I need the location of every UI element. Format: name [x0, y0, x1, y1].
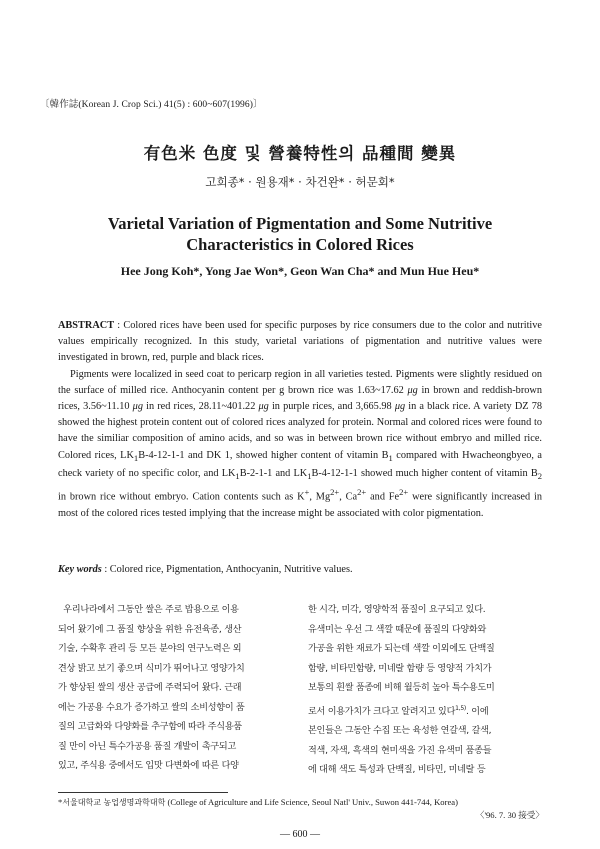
superscript-2plus-a: 2+ — [330, 487, 340, 498]
body-line-text: . 이에 — [466, 706, 489, 717]
page-number: — 600 — — [280, 829, 320, 840]
body-line: 우리나라에서 그동안 쌀은 주로 밥용으로 이용 — [58, 605, 239, 615]
unit-ug-3: μg — [258, 401, 269, 413]
footnote-marker: * — [58, 797, 63, 807]
abstract-p2-i: B-4-12-1-1 showed much higher content of vitamin B — [311, 467, 538, 479]
abstract-p2-h: B-2-1-1 and LK — [239, 467, 308, 479]
body-line: 질의 고급화와 다양화를 추구함에 따라 주식용품 — [58, 722, 242, 732]
citation-superscript: 1,5) — [455, 704, 467, 712]
body-line: 함량, 비타민함량, 미네랄 함량 등 영양적 가치가 — [308, 663, 492, 674]
body-column-right — [308, 601, 544, 781]
abstract-p2-j: in brown rice without embryo. Cation contents such as K — [58, 491, 305, 503]
authors-korean: 고희종* · 원용재* · 차건완* · 허문회* — [205, 175, 395, 189]
body-line: 가 향상된 쌀의 생산 공급에 주력되어 왔다. 근래 — [58, 683, 242, 693]
superscript-2plus-b: 2+ — [357, 487, 367, 498]
body-line: 적색, 자색, 흑색의 현미색을 가진 유색미 품종들 — [308, 745, 492, 756]
abstract-label: ABSTRACT — [58, 320, 115, 331]
body-column-left — [58, 601, 294, 777]
subscript-1c: 1 — [235, 470, 240, 481]
subscript-1d: 1 — [307, 470, 312, 481]
abstract-p2-g: compared with Hwacheongbyeo, a check variety of no specific color, and LK — [58, 449, 542, 479]
subscript-2: 2 — [537, 470, 542, 481]
authors-english: Hee Jong Koh*, Yong Jae Won*, Geon Wan Cha* and Mun Hue Heu* — [120, 264, 480, 278]
footnote-affiliation-en: (College of Agriculture and Life Science, Seoul Natl' Univ., Suwon 441-744, Korea) — [165, 797, 458, 807]
abstract-paragraph-2 — [58, 367, 542, 522]
body-line: 한 시각, 미각, 영양학적 품질이 요구되고 있다. — [308, 605, 486, 615]
abstract-p2-n: were significantly increased in most of the colored rices tested implying that the increase might be associated with color pigmentation. — [58, 491, 542, 519]
body-line — [308, 699, 544, 723]
body-line: 견상 밝고 보기 좋으며 식미가 뛰어나고 영양가치 — [58, 663, 245, 674]
title-english — [0, 213, 600, 255]
body-line: 유색미는 우선 그 색깔 때문에 품질의 다양화와 — [308, 624, 487, 635]
keywords: Key words : Colored rice, Pigmentation, Anthocyanin, Nutritive values. — [58, 564, 353, 575]
body-line: 가공을 위한 재료가 되는데 색깔 이외에도 단백질 — [308, 644, 495, 654]
title-korean: 有色米 色度 및 營養特性의 品種間 變異 — [143, 144, 457, 163]
body-line: 에 대해 색도 특성과 단백질, 비타민, 미네랄 등 — [308, 765, 486, 776]
unit-ug-2: μg — [132, 401, 143, 413]
abstract-p2-c: in red rices, 28.11~401.22 — [142, 401, 259, 413]
unit-ug-1: μg — [407, 384, 418, 396]
abstract-p2-e: in a black rice. A variety DZ 78 showed the highest protein content out of colored rices analyzed for protein. Normal and colored rices were found to have the similiar composition of amino acids, and so was in between brown rice without embryo and milled rice. Colored rices, LK — [58, 401, 542, 461]
body-line-text: 로서 이용가치가 크다고 알려지고 있다 — [308, 706, 456, 717]
superscript-2plus-c: 2+ — [399, 487, 409, 498]
title-english-line2: Characteristics in Colored Rices — [186, 235, 414, 254]
footnote-rule — [58, 792, 228, 793]
body-line: 본인들은 그동안 수집 또는 육성한 연갈색, 갈색, — [308, 726, 492, 737]
abstract-p2-l: , Ca — [339, 491, 358, 503]
subscript-1b: 1 — [388, 452, 393, 463]
journal-reference: 〔韓作誌(Korean J. Crop Sci.) 41(5) : 600~607(1996)〕 — [40, 100, 263, 110]
unit-ug-4: μg — [394, 401, 406, 413]
keywords-label: Key words — [58, 564, 102, 575]
abstract-p2-d: in purple rices, and 3,665.98 — [268, 401, 395, 413]
title-english-line1: Varietal Variation of Pigmentation and Some Nutritive — [107, 214, 493, 233]
abstract-p1-text: Colored rices have been used for specific purposes by rice consumers due to the color and nutritive values empirically recognized. In this study, varietal variations of pigmentation and nutritive values were investigated in brown, red, purple and black rices. — [58, 320, 543, 364]
footnote-received-date: 〈'96. 7. 30 接受〉 — [475, 810, 544, 820]
footnote-affiliation-ko: 서울대학교 농업생명과학대학 — [62, 798, 166, 807]
abstract-p2-m: and Fe — [366, 491, 400, 503]
superscript-plus: + — [304, 487, 310, 498]
abstract-p2-a: Pigments were localized in seed coat to pericarp region in all varieties tested. Pigments were slightly residued on the surface of milled rice. Anthocyanin content per g brown rice was 1.63~17.62 — [58, 368, 542, 396]
body-line: 있고, 주식용 중에서도 입맛 다변화에 따른 다양 — [58, 761, 239, 771]
abstract-p2-b: in brown and reddish-brown rices, 3.56~11.10 — [58, 384, 542, 413]
body-line: 기술, 수확후 관리 등 모든 분야의 연구노력은 외 — [58, 644, 242, 654]
keywords-text: Colored rice, Pigmentation, Anthocyanin, Nutritive values. — [109, 564, 353, 575]
body-line: 보통의 흰쌀 품종에 비해 월등히 높아 특수용도미 — [308, 683, 495, 693]
body-line: 질 만이 아닌 특수가공용 품질 개발이 촉구되고 — [58, 741, 237, 752]
abstract — [58, 318, 542, 522]
body-line: 에는 가공용 수요가 증가하고 쌀의 소비성향이 품 — [58, 702, 245, 713]
footnote — [58, 796, 544, 822]
abstract-p2-k: , Mg — [309, 491, 331, 503]
subscript-1a: 1 — [133, 452, 139, 463]
abstract-paragraph-1: ABSTRACT : Colored rices have been used for specific purposes by rice consumers due to the color and nutritive values empirically recognized. In this study, varietal variations of pigmentation and nutritive values were investigated in brown, red, purple and black rices. — [58, 320, 543, 364]
body-line: 되어 왔기에 그 품질 향상을 위한 유전육종, 생산 — [58, 624, 242, 635]
abstract-p2-f: B-4-12-1-1 and DK 1, showed higher content of vitamin B — [138, 449, 389, 461]
footnote-affiliation — [58, 796, 544, 809]
